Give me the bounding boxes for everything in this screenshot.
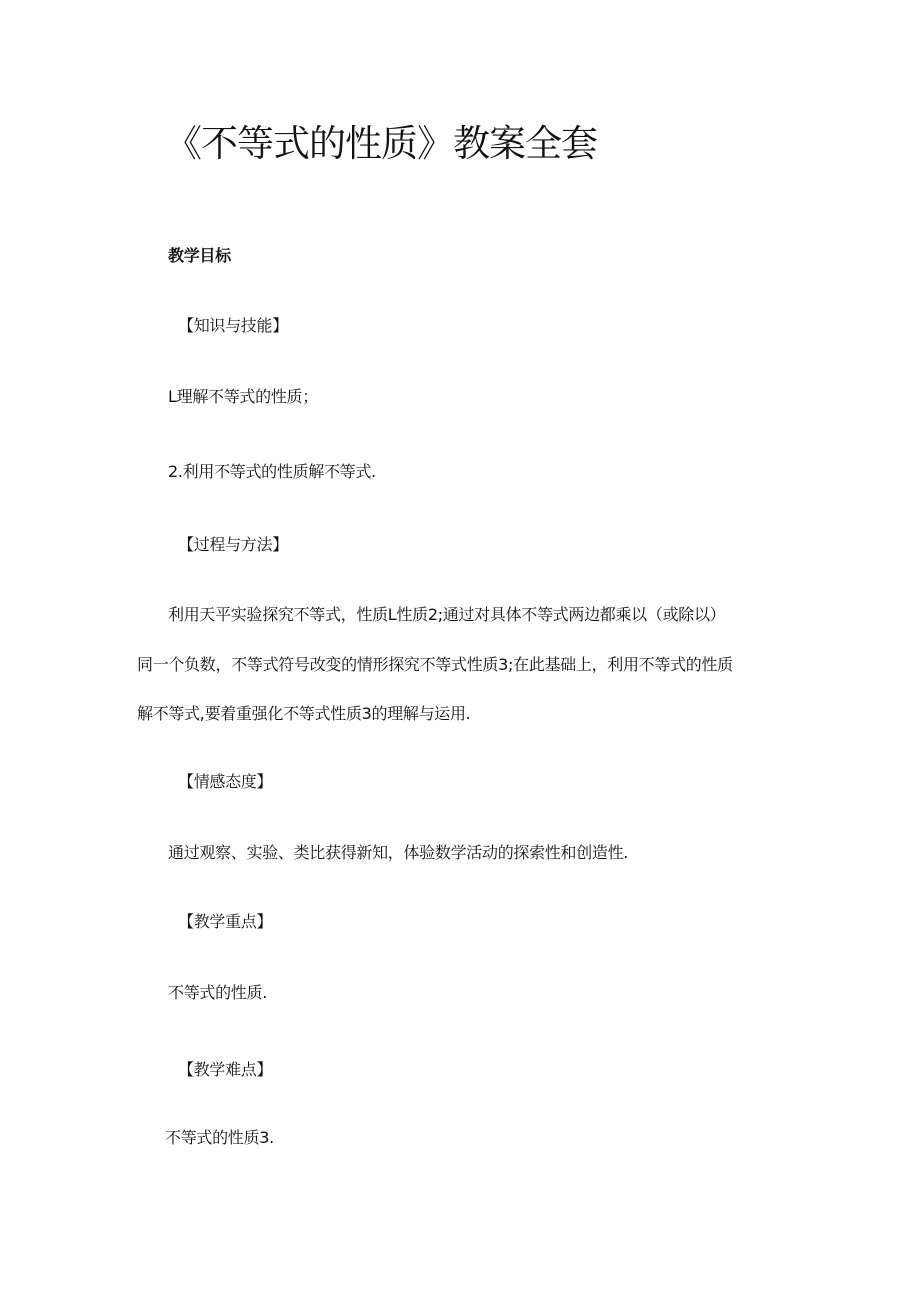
process-method-heading: 【过程与方法】 bbox=[178, 535, 288, 554]
process-paragraph-line-2: 同一个负数，不等式符号改变的情形探究不等式性质3;在此基础上，利用不等式的性质 bbox=[137, 655, 733, 674]
knowledge-item-2: 2.利用不等式的性质解不等式. bbox=[168, 462, 376, 481]
difficulty-text: 不等式的性质3. bbox=[165, 1128, 274, 1147]
key-point-heading: 【教学重点】 bbox=[178, 912, 273, 931]
emotion-attitude-heading: 【情感态度】 bbox=[178, 772, 273, 791]
difficulty-heading: 【教学难点】 bbox=[178, 1060, 273, 1079]
key-point-text: 不等式的性质. bbox=[168, 983, 267, 1002]
knowledge-skills-heading: 【知识与技能】 bbox=[178, 316, 288, 335]
process-paragraph-line-1: 利用天平实验探究不等式，性质L性质2;通过对具体不等式两边都乘以（或除以） bbox=[168, 605, 726, 624]
knowledge-item-1: L理解不等式的性质； bbox=[168, 387, 318, 406]
document-title: 《不等式的性质》教案全套 bbox=[165, 122, 597, 165]
process-paragraph-line-3: 解不等式,要着重强化不等式性质3的理解与运用. bbox=[137, 704, 471, 723]
section-heading-teaching-goals: 教学目标 bbox=[168, 246, 231, 265]
emotion-attitude-text: 通过观察、实验、类比获得新知，体验数学活动的探索性和创造性. bbox=[168, 843, 629, 862]
